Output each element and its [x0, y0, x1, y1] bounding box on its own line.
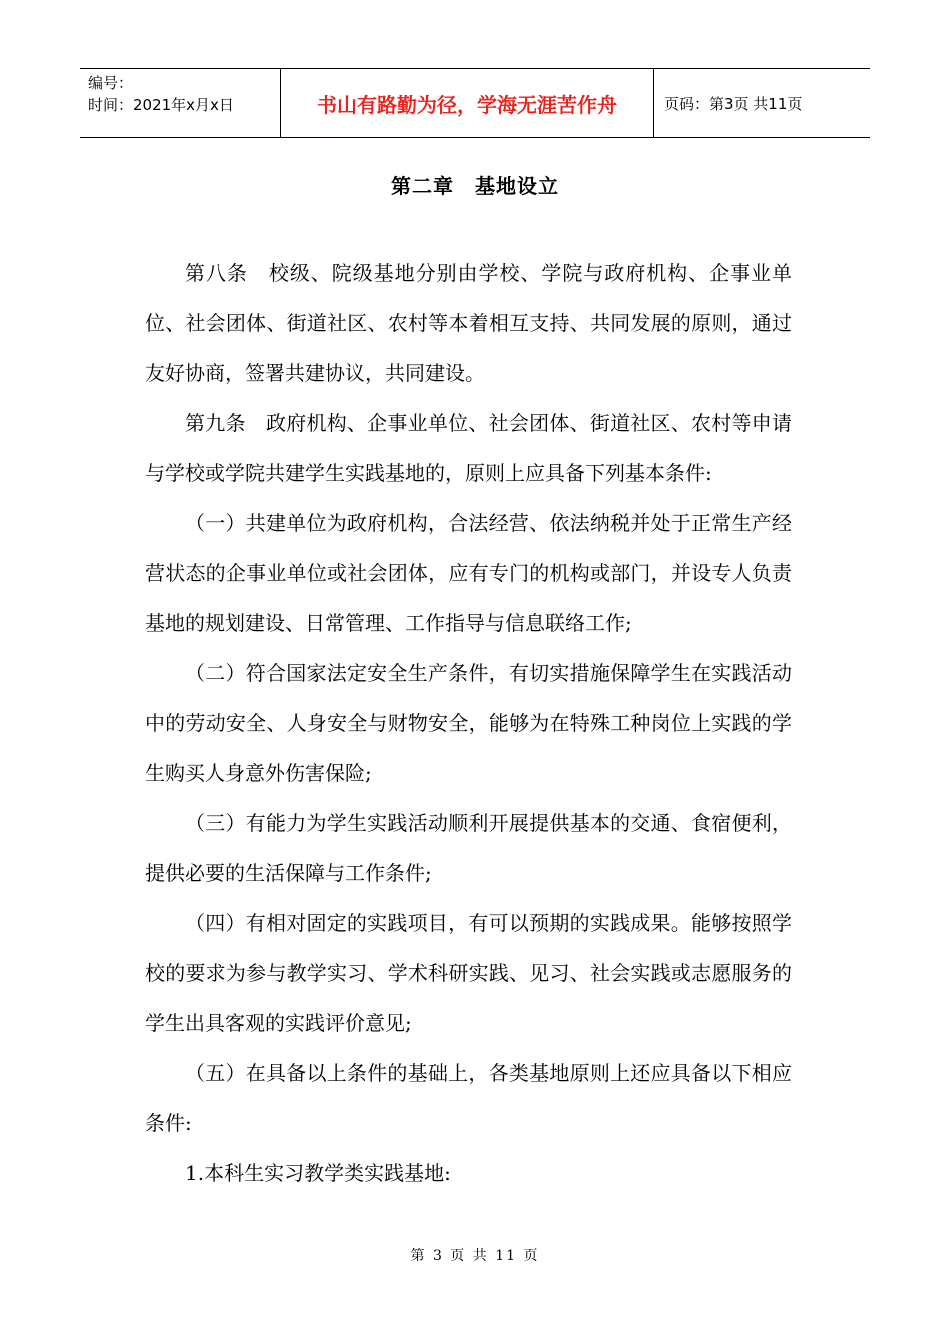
paragraph-condition-2: （二）符合国家法定安全生产条件，有切实措施保障学生在实践活动中的劳动安全、人身安全与财物安全，能够为在特殊工种岗位上实践的学生购买人身意外伤害保险; [145, 661, 792, 785]
paragraph-item-1: 1.本科生实习教学类实践基地: [185, 1161, 451, 1185]
serial-number-label: 编号： [88, 74, 134, 92]
paragraph-condition-3: （三）有能力为学生实践活动顺利开展提供基本的交通、食宿便利，提供必要的生活保障与工作条件; [145, 811, 792, 885]
paragraph-condition-1: （一）共建单位为政府机构，合法经营、依法纳税并处于正常生产经营状态的企事业单位或社会团体，应有专门的机构或部门，并设专人负责基地的规划建设、日常管理、工作指导与信息联络工作; [145, 511, 792, 635]
paragraph-condition-5: （五）在具备以上条件的基础上，各类基地原则上还应具备以下相应条件: [145, 1061, 792, 1135]
document-body [145, 248, 792, 1198]
header-meta [80, 69, 280, 137]
paragraph-article-8: 第八条 校级、院级基地分别由学校、学院与政府机构、企事业单位、社会团体、街道社区、农村等本着相互支持、共同发展的原则，通过友好协商，签署共建协议，共同建设。 [145, 261, 792, 385]
header-motto: 书山有路勤为径，学海无涯苦作舟 [280, 69, 654, 137]
page-footer: 第 3 页 共 11 页 [410, 1248, 540, 1264]
header-page-info: 页码：第3页 共11页 [664, 94, 803, 113]
paragraph-article-9: 第九条 政府机构、企事业单位、社会团体、街道社区、农村等申请与学校或学院共建学生实践基地的，原则上应具备下列基本条件: [145, 411, 792, 485]
paragraph-condition-4: （四）有相对固定的实践项目，有可以预期的实践成果。能够按照学校的要求为参与教学实习、学术科研实践、见习、社会实践或志愿服务的学生出具客观的实践评价意见; [145, 911, 792, 1035]
chapter-title: 第二章 基地设立 [391, 174, 559, 198]
page-header [80, 68, 870, 138]
date-label: 时间：2021年x月x日 [88, 96, 234, 114]
